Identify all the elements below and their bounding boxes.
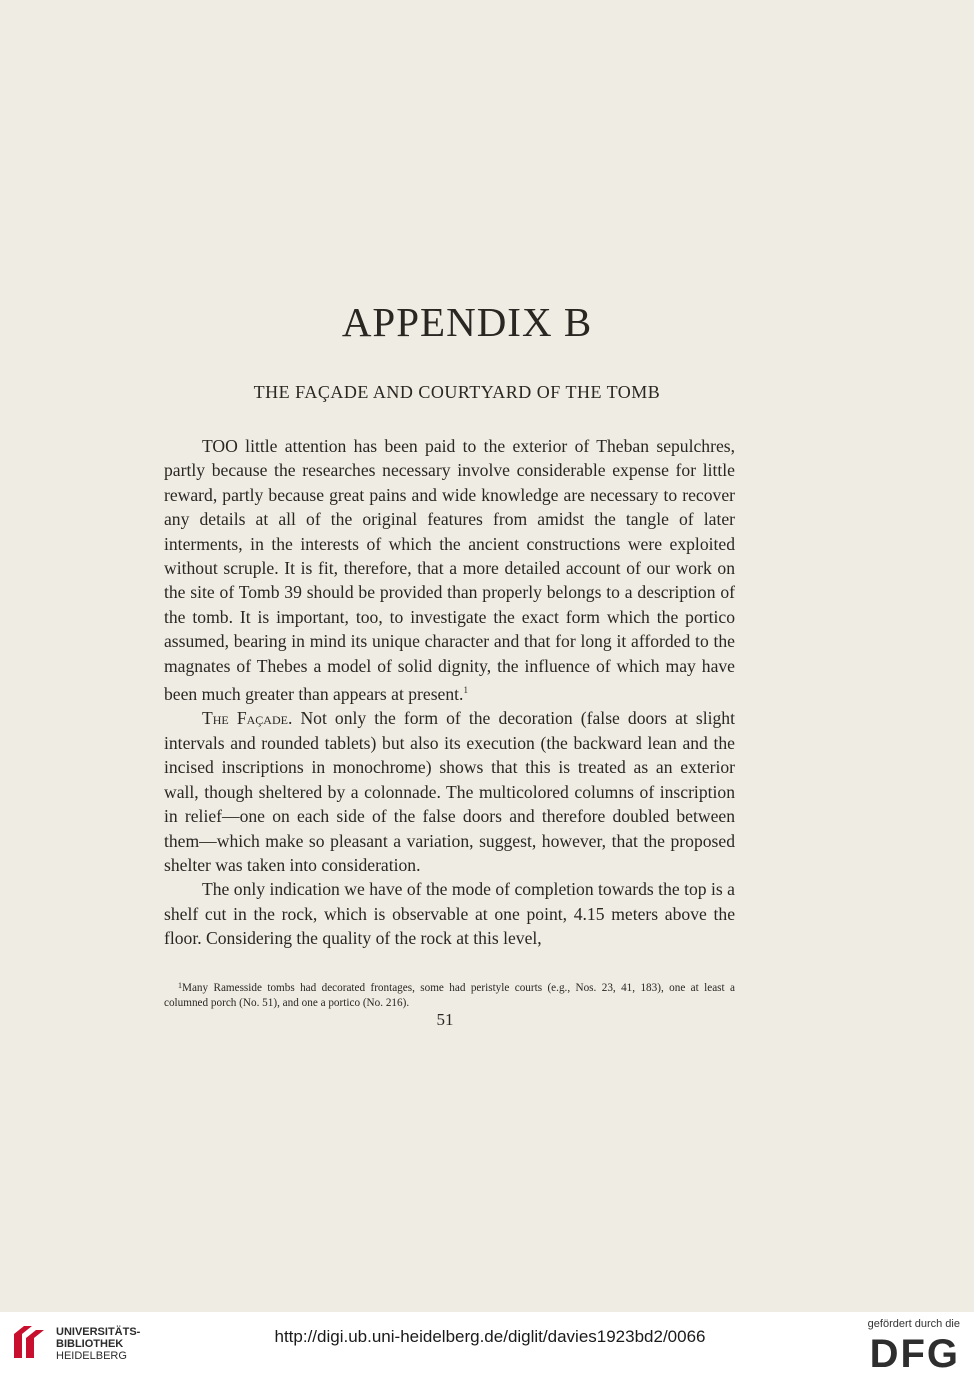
footnote-mark: 1: [178, 981, 182, 990]
paragraph-3-text: The only indication we have of the mode of completion towards the top is a shelf cut in the rock, which is observable at one point, 4.15 meters above the floor. Considering the quality of the rock at this level,: [164, 879, 735, 949]
institution-line-3: HEIDELBERG: [56, 1350, 127, 1362]
paragraph-2-text: Not only the form of the decoration (false doors at slight intervals and rounded tablets) but also its execution (the backward lean and the incised inscriptions in monochrome) shows that this is treated as an exterior wall, though sheltered by a colonnade. The multicolored columns of inscription in relief—one on each side of the false doors and therefore doubled between them—which make so pleasant a variation, suggest, however, that the proposed shelter was taken into consideration.: [164, 708, 735, 875]
page-title: APPENDIX B: [341, 299, 593, 345]
university-library-logo[interactable]: [10, 1320, 160, 1372]
paragraph-2: [164, 706, 735, 877]
ub-heidelberg-icon: [10, 1322, 48, 1362]
funding-caption: gefördert durch die: [867, 1318, 960, 1330]
paragraph-1: [164, 434, 735, 706]
dfg-funding-logo[interactable]: [840, 1318, 960, 1374]
section-heading-facade: The Façade.: [202, 708, 293, 729]
footnote-reference: 1: [463, 685, 468, 696]
university-library-name: [56, 1326, 140, 1362]
section-subtitle: THE FAÇADE AND COURTYARD OF THE TOMB: [253, 382, 661, 402]
body-text: [164, 434, 735, 951]
footnote: [164, 979, 735, 1010]
paragraph-3: [164, 877, 735, 950]
page-number: 51: [436, 1010, 454, 1029]
institution-line-1: UNIVERSITÄTS-: [56, 1326, 141, 1338]
footer-bar: [0, 1312, 974, 1380]
institution-line-2: BIBLIOTHEK: [56, 1338, 124, 1350]
dfg-logo-text: DFG: [869, 1332, 960, 1376]
paragraph-1-text: TOO little attention has been paid to the exterior of Theban sepulchres, partly because the researches necessary involve considerable expense for little reward, partly because great pains and wide knowledge are necessary to recover any details at all of the original features from amidst the tangle of later interments, in the interests of which the ancient constructions were exploited without scruple. It is fit, therefore, that a more detailed account of our work on the site of Tomb 39 should be provided than properly belongs to a description of the tomb. It is important, too, to investigate the exact form which the portico assumed, bearing in mind its unique character and that for long it afforded to the magnates of Thebes a model of solid dignity, the influence of which may have been much greater than appears at present.: [164, 436, 735, 705]
footnote-area: [164, 979, 735, 1010]
source-url-link[interactable]: http://digi.ub.uni-heidelberg.de/diglit/davies1923bd2/0066: [274, 1327, 706, 1346]
footnote-text: Many Ramesside tombs had decorated frontages, some had peristyle courts (e.g., Nos. 23, 41, 183), one at least a columned porch (No. 51), and one a portico (No. 216).: [164, 982, 735, 1009]
